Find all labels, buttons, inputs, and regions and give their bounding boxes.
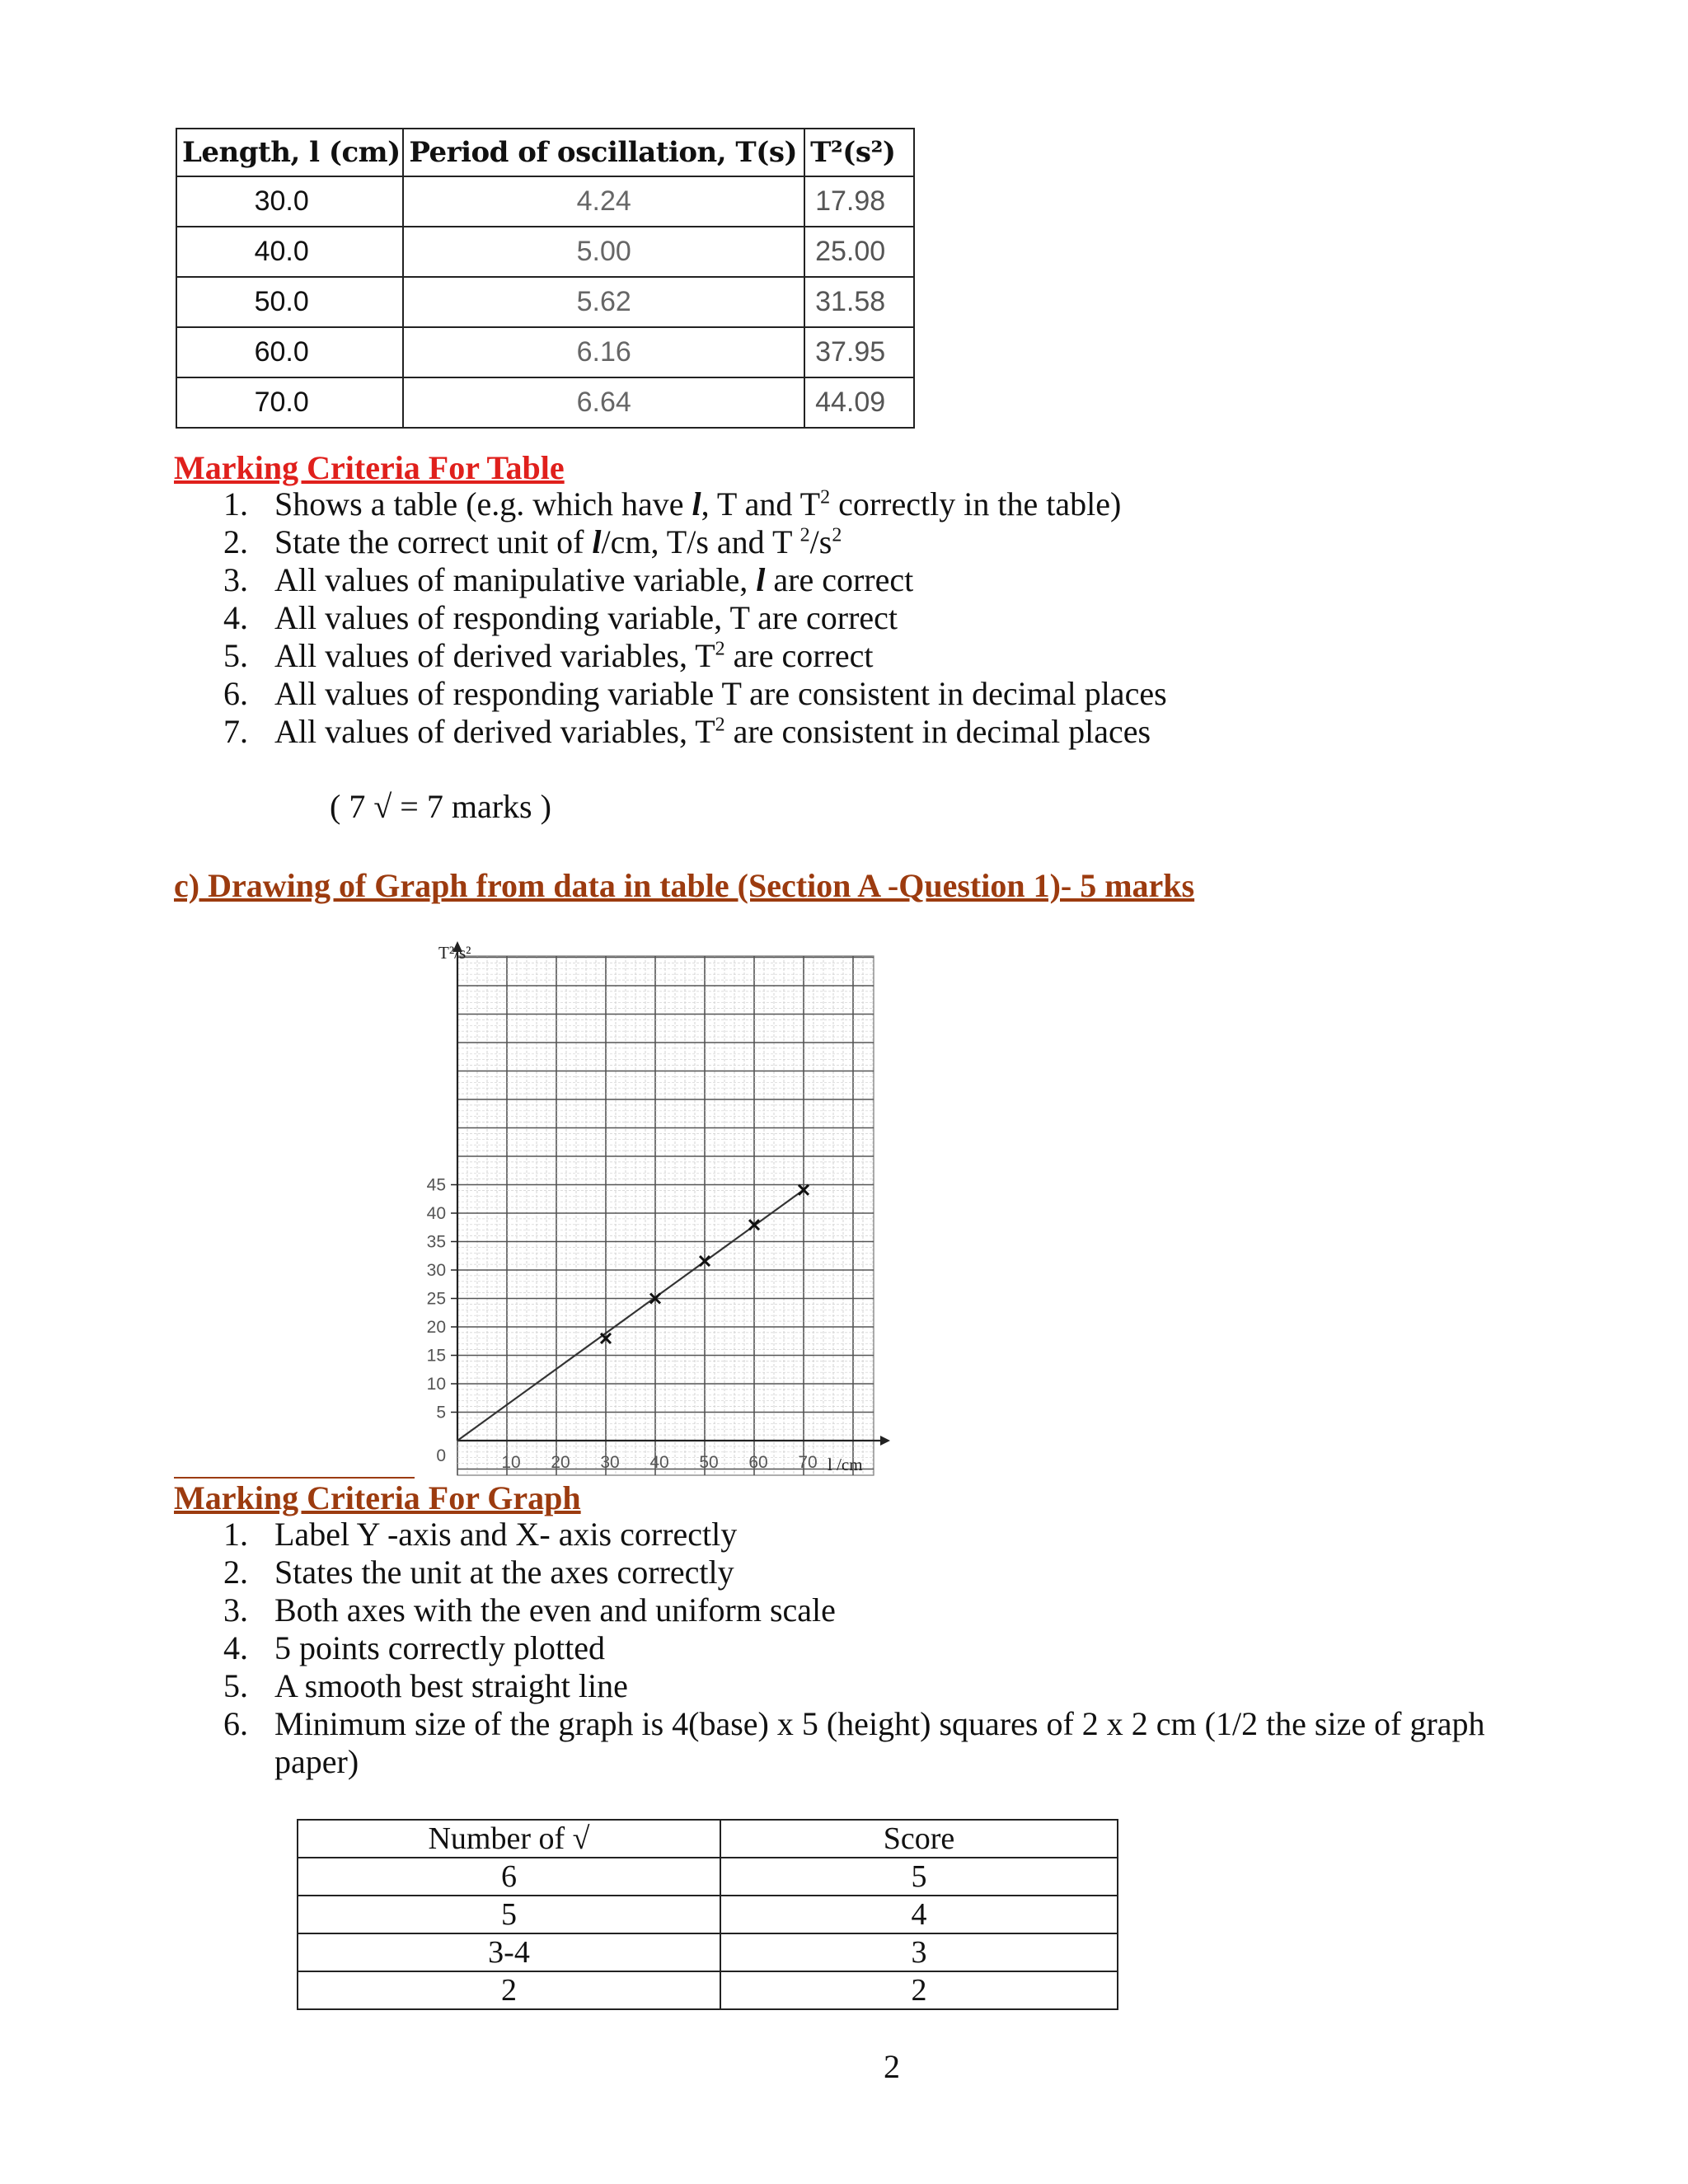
list-item xyxy=(223,1591,1542,1629)
length-cell: 30.0 xyxy=(176,176,403,227)
graph-paper xyxy=(457,956,874,1475)
period-cell: 4.24 xyxy=(403,176,804,227)
table-row xyxy=(298,1971,1118,2009)
length-cell: 70.0 xyxy=(176,377,403,428)
item-text: Shows a table (e.g. which have l, T and $T^2$ correctly in the table) xyxy=(274,485,1122,523)
item-number: 6. xyxy=(223,1705,248,1742)
ticks-cell: 6 xyxy=(298,1858,720,1896)
header-score: Score xyxy=(720,1820,1118,1858)
list-item xyxy=(223,713,1167,751)
x-axis-arrow-icon xyxy=(880,1436,890,1446)
t-squared-cell: 31.58 xyxy=(804,277,914,327)
period-cell: 5.62 xyxy=(403,277,804,327)
t-squared-cell: 25.00 xyxy=(804,227,914,277)
y-tick-label: 35 xyxy=(426,1232,446,1252)
item-number: 1. xyxy=(223,485,248,523)
item-number: 3. xyxy=(223,1591,248,1629)
x-tick-label: 30 xyxy=(600,1453,620,1472)
item-text: States the unit at the axes correctly xyxy=(274,1554,734,1591)
item-text: Minimum size of the graph is 4(base) x 5 (height) squares of 2 x 2 cm (1/2 the size of graph paper) xyxy=(274,1705,1485,1780)
x-axis-label: l /cm xyxy=(828,1455,863,1474)
score-cell: 4 xyxy=(720,1896,1118,1933)
list-item xyxy=(223,523,1167,561)
table-row xyxy=(298,1858,1118,1896)
item-text: All values of derived variables, $T^2$ are correct xyxy=(274,637,874,674)
ticks-cell: 2 xyxy=(298,1971,720,2009)
header-number-of-ticks: Number of √ xyxy=(298,1820,720,1858)
table-row xyxy=(176,327,914,377)
table-total-marks: ( 7 √ = 7 marks ) xyxy=(330,788,551,825)
x-tick-label: 60 xyxy=(748,1453,768,1472)
y-tick-label: 30 xyxy=(426,1261,446,1280)
list-item xyxy=(223,1629,1542,1667)
y-tick-label: 15 xyxy=(426,1346,446,1366)
x-tick-label: 50 xyxy=(699,1453,719,1472)
graph-grid xyxy=(457,956,874,1475)
table-row xyxy=(298,1896,1118,1933)
score-table-header xyxy=(298,1820,1118,1858)
x-tick-label: 40 xyxy=(649,1453,669,1472)
item-number: 6. xyxy=(223,675,248,712)
list-item xyxy=(223,599,1167,637)
list-item xyxy=(223,637,1167,675)
table-row xyxy=(298,1933,1118,1971)
list-item xyxy=(223,1516,1542,1554)
item-text: All values of derived variables, $T^2$ are consistent in decimal places xyxy=(274,713,1151,750)
table-criteria-list xyxy=(223,485,1167,751)
table-row xyxy=(176,377,914,428)
y-axis-label: T²/s² xyxy=(438,943,471,963)
t-squared-cell: 44.09 xyxy=(804,377,914,428)
header-period: Period of oscillation, T(s) xyxy=(403,129,804,176)
list-item xyxy=(223,1705,1542,1781)
list-item xyxy=(223,1667,1542,1705)
item-text: All values of responding variable, T are correct xyxy=(274,599,898,636)
item-number: 2. xyxy=(223,523,248,560)
x-tick-label: 20 xyxy=(551,1453,570,1472)
y-tick-label: 5 xyxy=(436,1403,446,1422)
graph-chart xyxy=(396,931,907,1483)
graph-criteria-list xyxy=(223,1516,1542,1781)
score-cell: 3 xyxy=(720,1933,1118,1971)
item-number: 5. xyxy=(223,637,248,674)
item-text: Both axes with the even and uniform scale xyxy=(274,1591,836,1629)
header-length: Length, l (cm) xyxy=(176,129,403,176)
x-tick-label: 10 xyxy=(501,1453,521,1472)
graph-criteria-title: Marking Criteria For Graph xyxy=(174,1479,581,1516)
graph-section-title: c) Drawing of Graph from data in table (Section A -Question 1)- 5 marks xyxy=(174,867,1195,904)
length-cell: 40.0 xyxy=(176,227,403,277)
y-tick-label: 0 xyxy=(436,1446,446,1465)
y-tick-label: 25 xyxy=(426,1289,446,1309)
item-text: State the correct unit of l/cm, T/s and T $^2/s^2$ xyxy=(274,523,842,560)
data-table-header xyxy=(176,129,914,176)
period-cell: 6.16 xyxy=(403,327,804,377)
item-text: Label Y -axis and X- axis correctly xyxy=(274,1516,738,1553)
list-item xyxy=(223,561,1167,599)
period-cell: 6.64 xyxy=(403,377,804,428)
table-criteria-title: Marking Criteria For Table xyxy=(174,449,565,486)
list-item xyxy=(223,675,1167,713)
y-tick-label: 40 xyxy=(426,1204,446,1223)
y-tick-label: 20 xyxy=(426,1318,446,1337)
list-item xyxy=(223,1554,1542,1591)
table-row xyxy=(176,227,914,277)
t-squared-cell: 17.98 xyxy=(804,176,914,227)
item-text: 5 points correctly plotted xyxy=(274,1629,606,1666)
item-number: 1. xyxy=(223,1516,248,1553)
item-number: 7. xyxy=(223,713,248,750)
item-number: 4. xyxy=(223,599,248,636)
period-cell: 5.00 xyxy=(403,227,804,277)
y-tick-labels xyxy=(427,1176,457,1466)
data-table xyxy=(176,128,915,429)
item-text: All values of manipulative variable, l are correct xyxy=(274,561,914,598)
score-cell: 5 xyxy=(720,1858,1118,1896)
score-cell: 2 xyxy=(720,1971,1118,2009)
ticks-cell: 5 xyxy=(298,1896,720,1933)
page-number: 2 xyxy=(884,2048,900,2085)
ticks-cell: 3-4 xyxy=(298,1933,720,1971)
t-squared-cell: 37.95 xyxy=(804,327,914,377)
y-tick-label: 10 xyxy=(426,1375,446,1394)
item-number: 4. xyxy=(223,1629,248,1666)
item-number: 5. xyxy=(223,1667,248,1704)
item-number: 2. xyxy=(223,1554,248,1591)
table-row xyxy=(176,176,914,227)
length-cell: 50.0 xyxy=(176,277,403,327)
header-t-squared: T²(s²) xyxy=(804,129,914,176)
item-text: A smooth best straight line xyxy=(274,1667,628,1704)
item-number: 3. xyxy=(223,561,248,598)
table-row xyxy=(176,277,914,327)
item-text: All values of responding variable T are consistent in decimal places xyxy=(274,675,1167,712)
length-cell: 60.0 xyxy=(176,327,403,377)
list-item xyxy=(223,485,1167,523)
y-tick-label: 45 xyxy=(426,1175,446,1195)
score-table xyxy=(297,1819,1118,2010)
x-tick-label: 70 xyxy=(798,1453,818,1472)
